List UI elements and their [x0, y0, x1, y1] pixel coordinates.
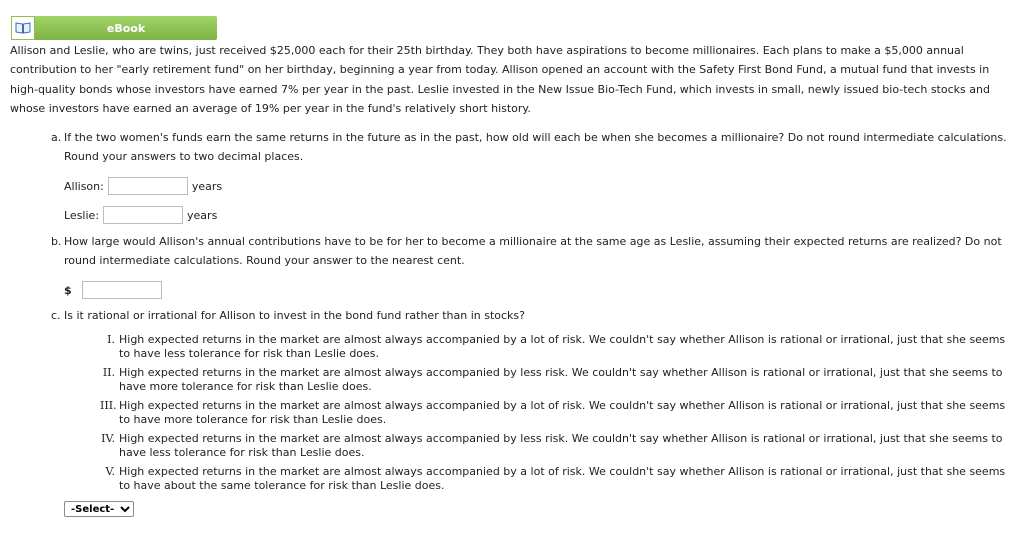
option-number: IV.	[101, 432, 115, 445]
option-number: II.	[102, 366, 115, 379]
option-item	[100, 432, 1012, 459]
part-b-line1: How large would Allison's annual contributions have to be for her to become a millionaire at the same age as Leslie, assuming their expected returns are realized? Do not	[64, 235, 1002, 248]
allison-years-input[interactable]	[108, 177, 188, 195]
option-text: High expected returns in the market are almost always accompanied by a lot of risk. We couldn't say whether Allison is rational or irrational, just that she seems to have less tolerance for risk than Leslie does.	[119, 333, 1006, 360]
allison-answer-row	[64, 176, 222, 196]
option-item	[100, 366, 1012, 393]
leslie-label: Leslie:	[64, 208, 100, 222]
option-text: High expected returns in the market are almost always accompanied by less risk. We couldn't say whether Allison is rational or irrational, just that she seems to have less tolerance for risk than Leslie does.	[119, 432, 1003, 459]
part-b-line2: round intermediate calculations. Round your answer to the nearest cent.	[64, 254, 465, 268]
part-a-question	[51, 128, 1011, 167]
leslie-years-unit: years	[187, 208, 218, 222]
option-item	[100, 399, 1012, 426]
option-text: High expected returns in the market are almost always accompanied by a lot of risk. We couldn't say whether Allison is rational or irrational, just that she seems to have more tolerance for risk than Leslie does.	[119, 399, 1006, 426]
contribution-input[interactable]	[82, 281, 162, 299]
part-b-question	[51, 232, 1011, 271]
currency-symbol: $	[64, 283, 72, 297]
part-b-letter: b.	[51, 235, 62, 248]
option-item	[100, 465, 1012, 492]
option-text: High expected returns in the market are almost always accompanied by less risk. We couldn't say whether Allison is rational or irrational, just that she seems to have more tolerance for risk than Leslie does.	[119, 366, 1003, 393]
ebook-button[interactable]	[11, 16, 217, 40]
part-c-options	[100, 333, 1012, 498]
part-a-line1: If the two women's funds earn the same returns in the future as in the past, how old will each be when she becomes a millionaire? Do not round intermediate calculations.	[64, 131, 1007, 144]
answer-select[interactable]	[64, 501, 134, 517]
ebook-label: eBook	[35, 16, 217, 40]
book-icon	[11, 16, 35, 40]
answer-select-wrap	[64, 501, 134, 517]
problem-intro: Allison and Leslie, who are twins, just received $25,000 each for their 25th birthday. They both have aspirations to become millionaires. Each plans to make a $5,000 annual contribution to her "early retirement fund" on her birthday, beginning a year from today. Allison opened an account with the Safety First Bond Fund, a mutual fund that invests in high-quality bonds whose investors have earned 7% per year in the past. Leslie invested in the New Issue Bio-Tech Fund, which invests in small, newly issued bio-tech stocks and whose investors have earned an average of 19% per year in the fund's relatively short history.	[10, 44, 990, 115]
option-text: High expected returns in the market are almost always accompanied by a lot of risk. We couldn't say whether Allison is rational or irrational, just that she seems to have about the same tolerance for risk than Leslie does.	[119, 465, 1006, 492]
option-number: V.	[105, 465, 115, 478]
leslie-years-input[interactable]	[103, 206, 183, 224]
option-item	[100, 333, 1012, 360]
allison-label: Allison:	[64, 179, 104, 193]
option-number: III.	[100, 399, 117, 412]
part-c-letter: c.	[51, 309, 61, 322]
part-c-question	[51, 306, 1011, 325]
part-a-line2: Round your answers to two decimal places.	[64, 150, 304, 164]
leslie-answer-row	[64, 205, 217, 225]
option-number: I.	[107, 333, 115, 346]
part-c-text: Is it rational or irrational for Allison to invest in the bond fund rather than in stocks?	[64, 309, 526, 322]
contribution-answer-row	[64, 280, 162, 300]
allison-years-unit: years	[191, 179, 223, 193]
part-a-letter: a.	[51, 131, 62, 144]
